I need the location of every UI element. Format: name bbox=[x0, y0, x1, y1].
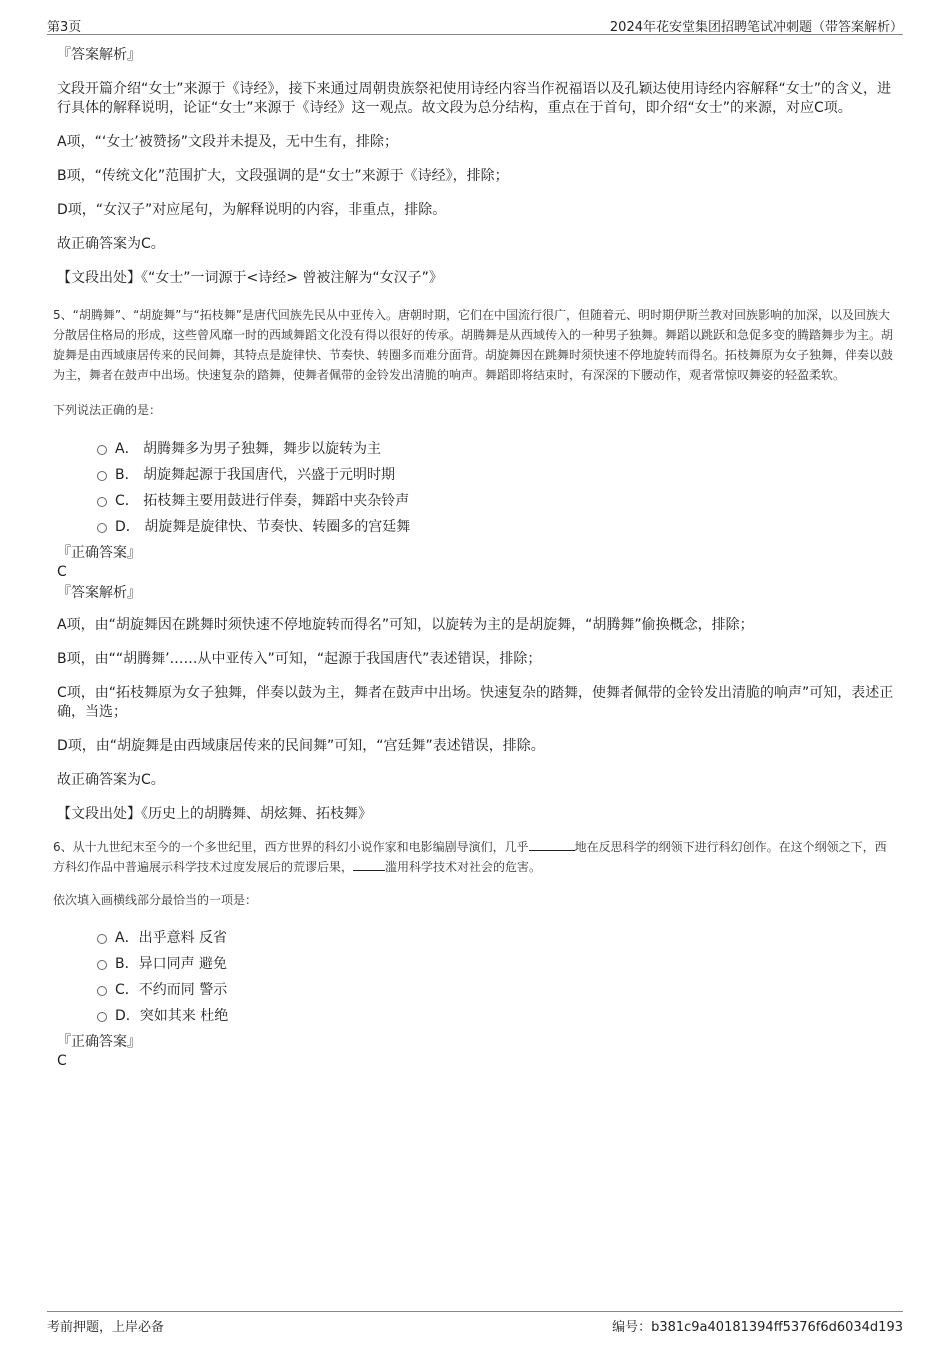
radio-icon[interactable] bbox=[97, 497, 107, 507]
q6-question: 依次填入画横线部分最恰当的一项是： bbox=[53, 893, 258, 907]
q6-answer: C bbox=[57, 1053, 67, 1069]
radio-icon[interactable] bbox=[97, 471, 107, 481]
q4-option-b-note: B项，“传统文化”范围扩大，文段强调的是“女士”来源于《诗经》，排除； bbox=[57, 168, 509, 184]
q6-option-a[interactable]: A．出乎意料 反省 bbox=[97, 925, 895, 951]
q5-options bbox=[57, 436, 895, 540]
q6-answer-label: 『正确答案』 bbox=[57, 1034, 141, 1050]
radio-icon[interactable] bbox=[97, 523, 107, 533]
q5-answer: C bbox=[57, 564, 67, 580]
fill-blank-2 bbox=[353, 858, 385, 871]
analysis-label: 『答案解析』 bbox=[57, 47, 141, 63]
q5-analysis-label: 『答案解析』 bbox=[57, 585, 141, 601]
q5-answer-label: 『正确答案』 bbox=[57, 545, 141, 561]
fill-blank-1 bbox=[529, 838, 575, 851]
document-id: 编号：b381c9a40181394ff5376f6d6034d193 bbox=[612, 1320, 903, 1335]
radio-icon[interactable] bbox=[97, 445, 107, 455]
q6-options bbox=[57, 925, 895, 1029]
q6-option-d[interactable]: D．突如其来 杜绝 bbox=[97, 1003, 895, 1029]
q4-option-d-note: D项，“女汉子”对应尾句，为解释说明的内容，非重点，排除。 bbox=[57, 202, 447, 218]
q5-question: 下列说法正确的是： bbox=[53, 403, 162, 417]
q6-passage: 6、从十九世纪末至今的一个多世纪里，西方世界的科幻小说作家和电影编剧导演们，几乎 地在反思科学的纲领下进行科幻创作。在这个纲领之下，西方科幻作品中普遍展示科学技术过度发展后的荒谬后果， 滥用科学技术对社会的危害。 bbox=[53, 840, 887, 874]
q4-analysis: 文段开篇介绍“女士”来源于《诗经》，接下来通过周朝贵族祭祀使用诗经内容当作祝福语以及孔颖达使用诗经内容解释“女士”的含义，进行具体的解释说明，论证“女士”来源于《诗经》这一观点。故文段为总分结构，重点在于首句，即介绍“女士”的来源，对应C项。 bbox=[57, 81, 892, 116]
q5-option-c[interactable]: C． 拓枝舞主要用鼓进行伴奏，舞蹈中夹杂铃声 bbox=[97, 488, 895, 514]
q5-passage: 5、“胡腾舞”、“胡旋舞”与“拓枝舞”是唐代回族先民从中亚传入。唐朝时期，它们在中国流行很广，但随着元、明时期伊斯兰教对回族影响的加深，以及回族大分散居住格局的形成，这些曾风靡一时的西域舞蹈文化没有得以很好的传承。胡腾舞是从西域传入的一种男子独舞。舞蹈以跳跃和急促多变的腾踏舞步为主。胡旋舞是由西域康居传来的民间舞，其特点是旋律快、节奏快、转圈多而难分面背。胡旋舞因在跳舞时须快速不停地旋转而得名。拓枝舞原为女子独舞，伴奏以鼓为主，舞者在鼓声中出场。快速复杂的踏舞，使舞者佩带的金铃发出清脆的响声。舞蹈即将结束时，有深深的下腰动作，观者常惊叹舞姿的轻盈柔软。 bbox=[53, 308, 894, 382]
q5-conclusion: 故正确答案为C。 bbox=[57, 772, 165, 788]
document-body bbox=[53, 46, 895, 1071]
q5-option-d[interactable]: D． 胡旋舞是旋律快、节奏快、转圈多的宫廷舞 bbox=[97, 514, 895, 540]
page-footer bbox=[47, 1311, 903, 1338]
q5-option-c-note: C项，由“拓枝舞原为女子独舞，伴奏以鼓为主，舞者在鼓声中出场。快速复杂的踏舞，使舞者佩带的金铃发出清脆的响声”可知，表述正确，当选； bbox=[57, 685, 894, 720]
q5-option-d-note: D项，由“胡旋舞是由西域康居传来的民间舞”可知，“宫廷舞”表述错误，排除。 bbox=[57, 738, 545, 754]
q4-source: 【文段出处】《“女士”一词源于<诗经> 曾被注解为“女汉子”》 bbox=[57, 270, 443, 286]
document-title: 2024年花安堂集团招聘笔试冲刺题（带答案解析） bbox=[609, 20, 903, 35]
q5-option-b-note: B项，由““胡腾舞’……从中亚传入”可知，“起源于我国唐代”表述错误，排除； bbox=[57, 651, 542, 667]
q4-option-a-note: A项，“‘女士’被赞扬”文段并未提及，无中生有，排除； bbox=[57, 134, 398, 150]
footer-slogan: 考前押题，上岸必备 bbox=[47, 1320, 165, 1335]
q5-source: 【文段出处】《历史上的胡腾舞、胡炫舞、拓枝舞》 bbox=[57, 806, 372, 822]
radio-icon[interactable] bbox=[97, 960, 107, 970]
page-header bbox=[47, 14, 903, 35]
q5-option-a-note: A项，由“胡旋舞因在跳舞时须快速不停地旋转而得名”可知，以旋转为主的是胡旋舞，“胡腾舞”偷换概念，排除； bbox=[57, 617, 754, 633]
q5-option-b[interactable]: B． 胡旋舞起源于我国唐代，兴盛于元明时期 bbox=[97, 462, 895, 488]
radio-icon[interactable] bbox=[97, 1012, 107, 1022]
q6-option-b[interactable]: B．异口同声 避免 bbox=[97, 951, 895, 977]
q6-option-c[interactable]: C．不约而同 警示 bbox=[97, 977, 895, 1003]
radio-icon[interactable] bbox=[97, 934, 107, 944]
q4-conclusion: 故正确答案为C。 bbox=[57, 236, 165, 252]
q5-option-a[interactable]: A． 胡腾舞多为男子独舞，舞步以旋转为主 bbox=[97, 436, 895, 462]
page-number: 第3页 bbox=[47, 20, 82, 35]
radio-icon[interactable] bbox=[97, 986, 107, 996]
